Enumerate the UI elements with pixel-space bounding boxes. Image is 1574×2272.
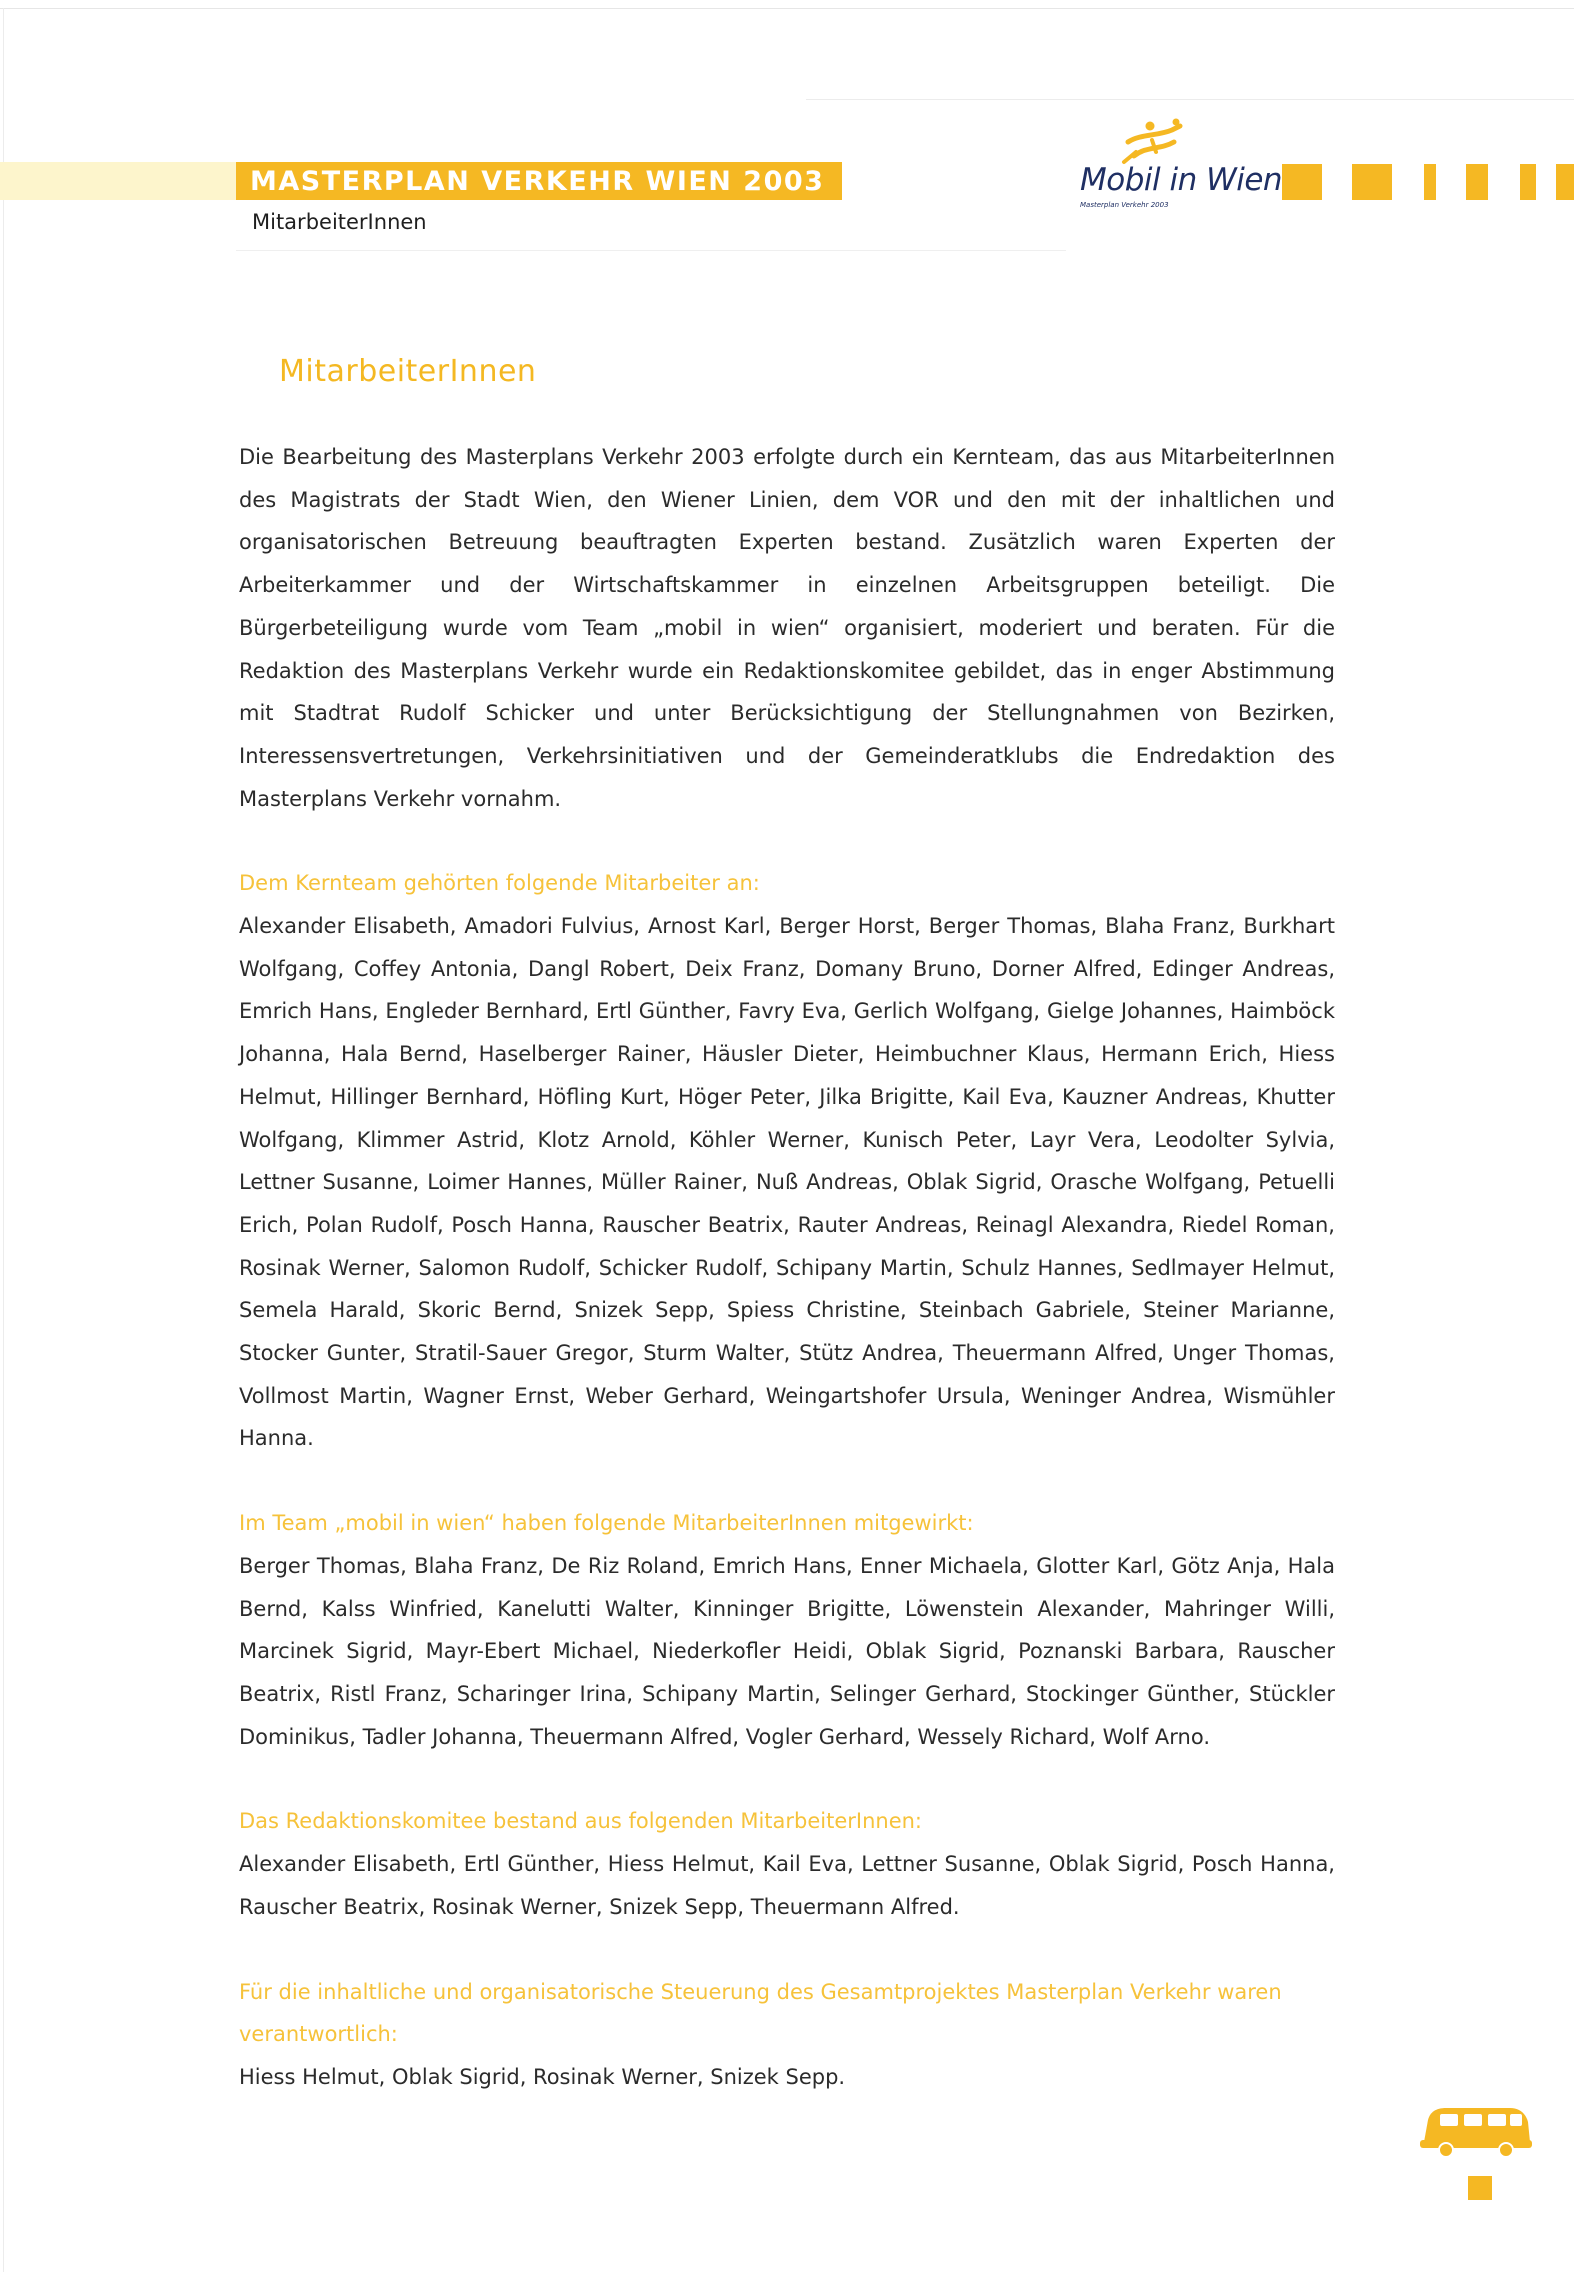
header-band-lead — [0, 162, 236, 200]
header-band — [236, 162, 842, 200]
intro-paragraph: Die Bearbeitung des Masterplans Verkehr 2003 erfolgte durch ein Kernteam, das aus MitarbeiterInnen des Magistrats der Stadt Wien, den Wiener Linien, dem VOR und den mit der inhaltlichen und organisatorischen Betreuung beauftragten Experten bestand. Zusätzlich waren Experten der Arbeiterkammer und der Wirtschaftskammer in einzelnen Arbeitsgruppen beteiligt. Die Bürgerbeteiligung wurde vom Team „mobil in wien“ organisiert, moderiert und beraten. Für die Redaktion des Masterplans Verkehr wurde ein Redaktionskomitee gebildet, das in enger Abstimmung mit Stadtrat Rudolf Schicker und unter Berücksichtigung der Stellungnahmen von Bezirken, Interessensvertretungen, Verkehrsinitiativen und der Gemeinderatklubs die Endredaktion des Masterplans Verkehr vornahm. — [239, 445, 1335, 811]
section-text-kernteam: Alexander Elisabeth, Amadori Fulvius, Arnost Karl, Berger Horst, Berger Thomas, Blaha Franz, Burkhart Wolfgang, Coffey Antonia, Dangl Robert, Deix Franz, Domany Bruno, Dorner Alfred, Edinger Andreas, Emrich Hans, Engleder Bernhard, Ertl Günther, Favry Eva, Gerlich Wolfgang, Gielge Johannes, Haimböck Johanna, Hala Bernd, Haselberger Rainer, Häusler Dieter, Heimbuchner Klaus, Hermann Erich, Hiess Helmut, Hillinger Bernhard, Höfling Kurt, Höger Peter, Jilka Brigitte, Kail Eva, Kauzner Andreas, Khutter Wolfgang, Klimmer Astrid, Klotz Arnold, Köhler Werner, Kunisch Peter, Layr Vera, Leodolter Sylvia, Lettner Susanne, Loimer Hannes, Müller Rainer, Nuß Andreas, Oblak Sigrid, Orasche Wolfgang, Petuelli Erich, Polan Rudolf, Posch Hanna, Rauscher Beatrix, Rauter Andreas, Reinagl Alexandra, Riedel Roman, Rosinak Werner, Salomon Rudolf, Schicker Rudolf, Schipany Martin, Schulz Hannes, Sedlmayer Helmut, Semela Harald, Skoric Bernd, Snizek Sepp, Spiess Christine, Steinbach Gabriele, Steiner Marianne, Stocker Gunter, Stratil-Sauer Gregor, Sturm Walter, Stütz Andrea, Theuermann Alfred, Unger Thomas, Vollmost Martin, Wagner Ernst, Weber Gerhard, Weingartshofer Ursula, Weninger Andrea, Wismühler Hanna. — [239, 914, 1335, 1451]
section-text-steuerung: Hiess Helmut, Oblak Sigrid, Rosinak Werner, Snizek Sepp. — [239, 2064, 846, 2089]
section-label-steuerung: Für die inhaltliche und organisatorische Steuerung des Gesamtprojektes Masterplan Verkehr waren verantwortlich: — [239, 1979, 1282, 2047]
decor-bar — [1556, 164, 1574, 200]
section-text-mobil-team: Berger Thomas, Blaha Franz, De Riz Roland, Emrich Hans, Enner Michaela, Glotter Karl, Götz Anja, Hala Bernd, Kalss Winfried, Kanelutti Walter, Kinninger Brigitte, Löwenstein Alexander, Mahringer Willi, Marcinek Sigrid, Mayr-Ebert Michael, Niederkofler Heidi, Oblak Sigrid, Poznanski Barbara, Rauscher Beatrix, Ristl Franz, Scharinger Irina, Schipany Martin, Selinger Gerhard, Stockinger Günther, Stückler Dominikus, Tadler Johanna, Theuermann Alfred, Vogler Gerhard, Wessely Richard, Wolf Arno. — [239, 1553, 1335, 1749]
page-top-rule — [0, 8, 1574, 9]
logo-subtitle: Masterplan Verkehr 2003 — [1080, 201, 1169, 209]
subheader-rule — [236, 250, 1066, 251]
page-title: MitarbeiterInnen — [279, 354, 537, 389]
decor-square — [1352, 164, 1392, 200]
logo-wordmark: Mobil in Wien — [1080, 162, 1283, 198]
page-content — [239, 352, 1335, 2099]
decor-square — [1282, 164, 1322, 200]
mobil-in-wien-logo — [1072, 112, 1283, 212]
footer-square — [1468, 2176, 1492, 2200]
decor-bar — [1466, 164, 1488, 200]
section-label-redaktion: Das Redaktionskomitee bestand aus folgenden MitarbeiterInnen: — [239, 1809, 923, 1834]
section-text-redaktion: Alexander Elisabeth, Ertl Günther, Hiess Helmut, Kail Eva, Lettner Susanne, Oblak Sigrid, Posch Hanna, Rauscher Beatrix, Rosinak Werner, Snizek Sepp, Theuermann Alfred. — [239, 1852, 1335, 1919]
minibus-icon — [1418, 2102, 1534, 2162]
header-band-title: MASTERPLAN VERKEHR WIEN 2003 — [250, 165, 825, 197]
decor-bar — [1424, 164, 1436, 200]
header-rule — [806, 99, 1574, 100]
section-label-mobil-team: Im Team „mobil in wien“ haben folgende MitarbeiterInnen mitgewirkt: — [239, 1511, 974, 1536]
running-header: MitarbeiterInnen — [252, 210, 427, 234]
decor-bar — [1520, 164, 1536, 200]
section-label-kernteam: Dem Kernteam gehörten folgende Mitarbeiter an: — [239, 871, 760, 896]
page-left-rule — [3, 8, 4, 2272]
